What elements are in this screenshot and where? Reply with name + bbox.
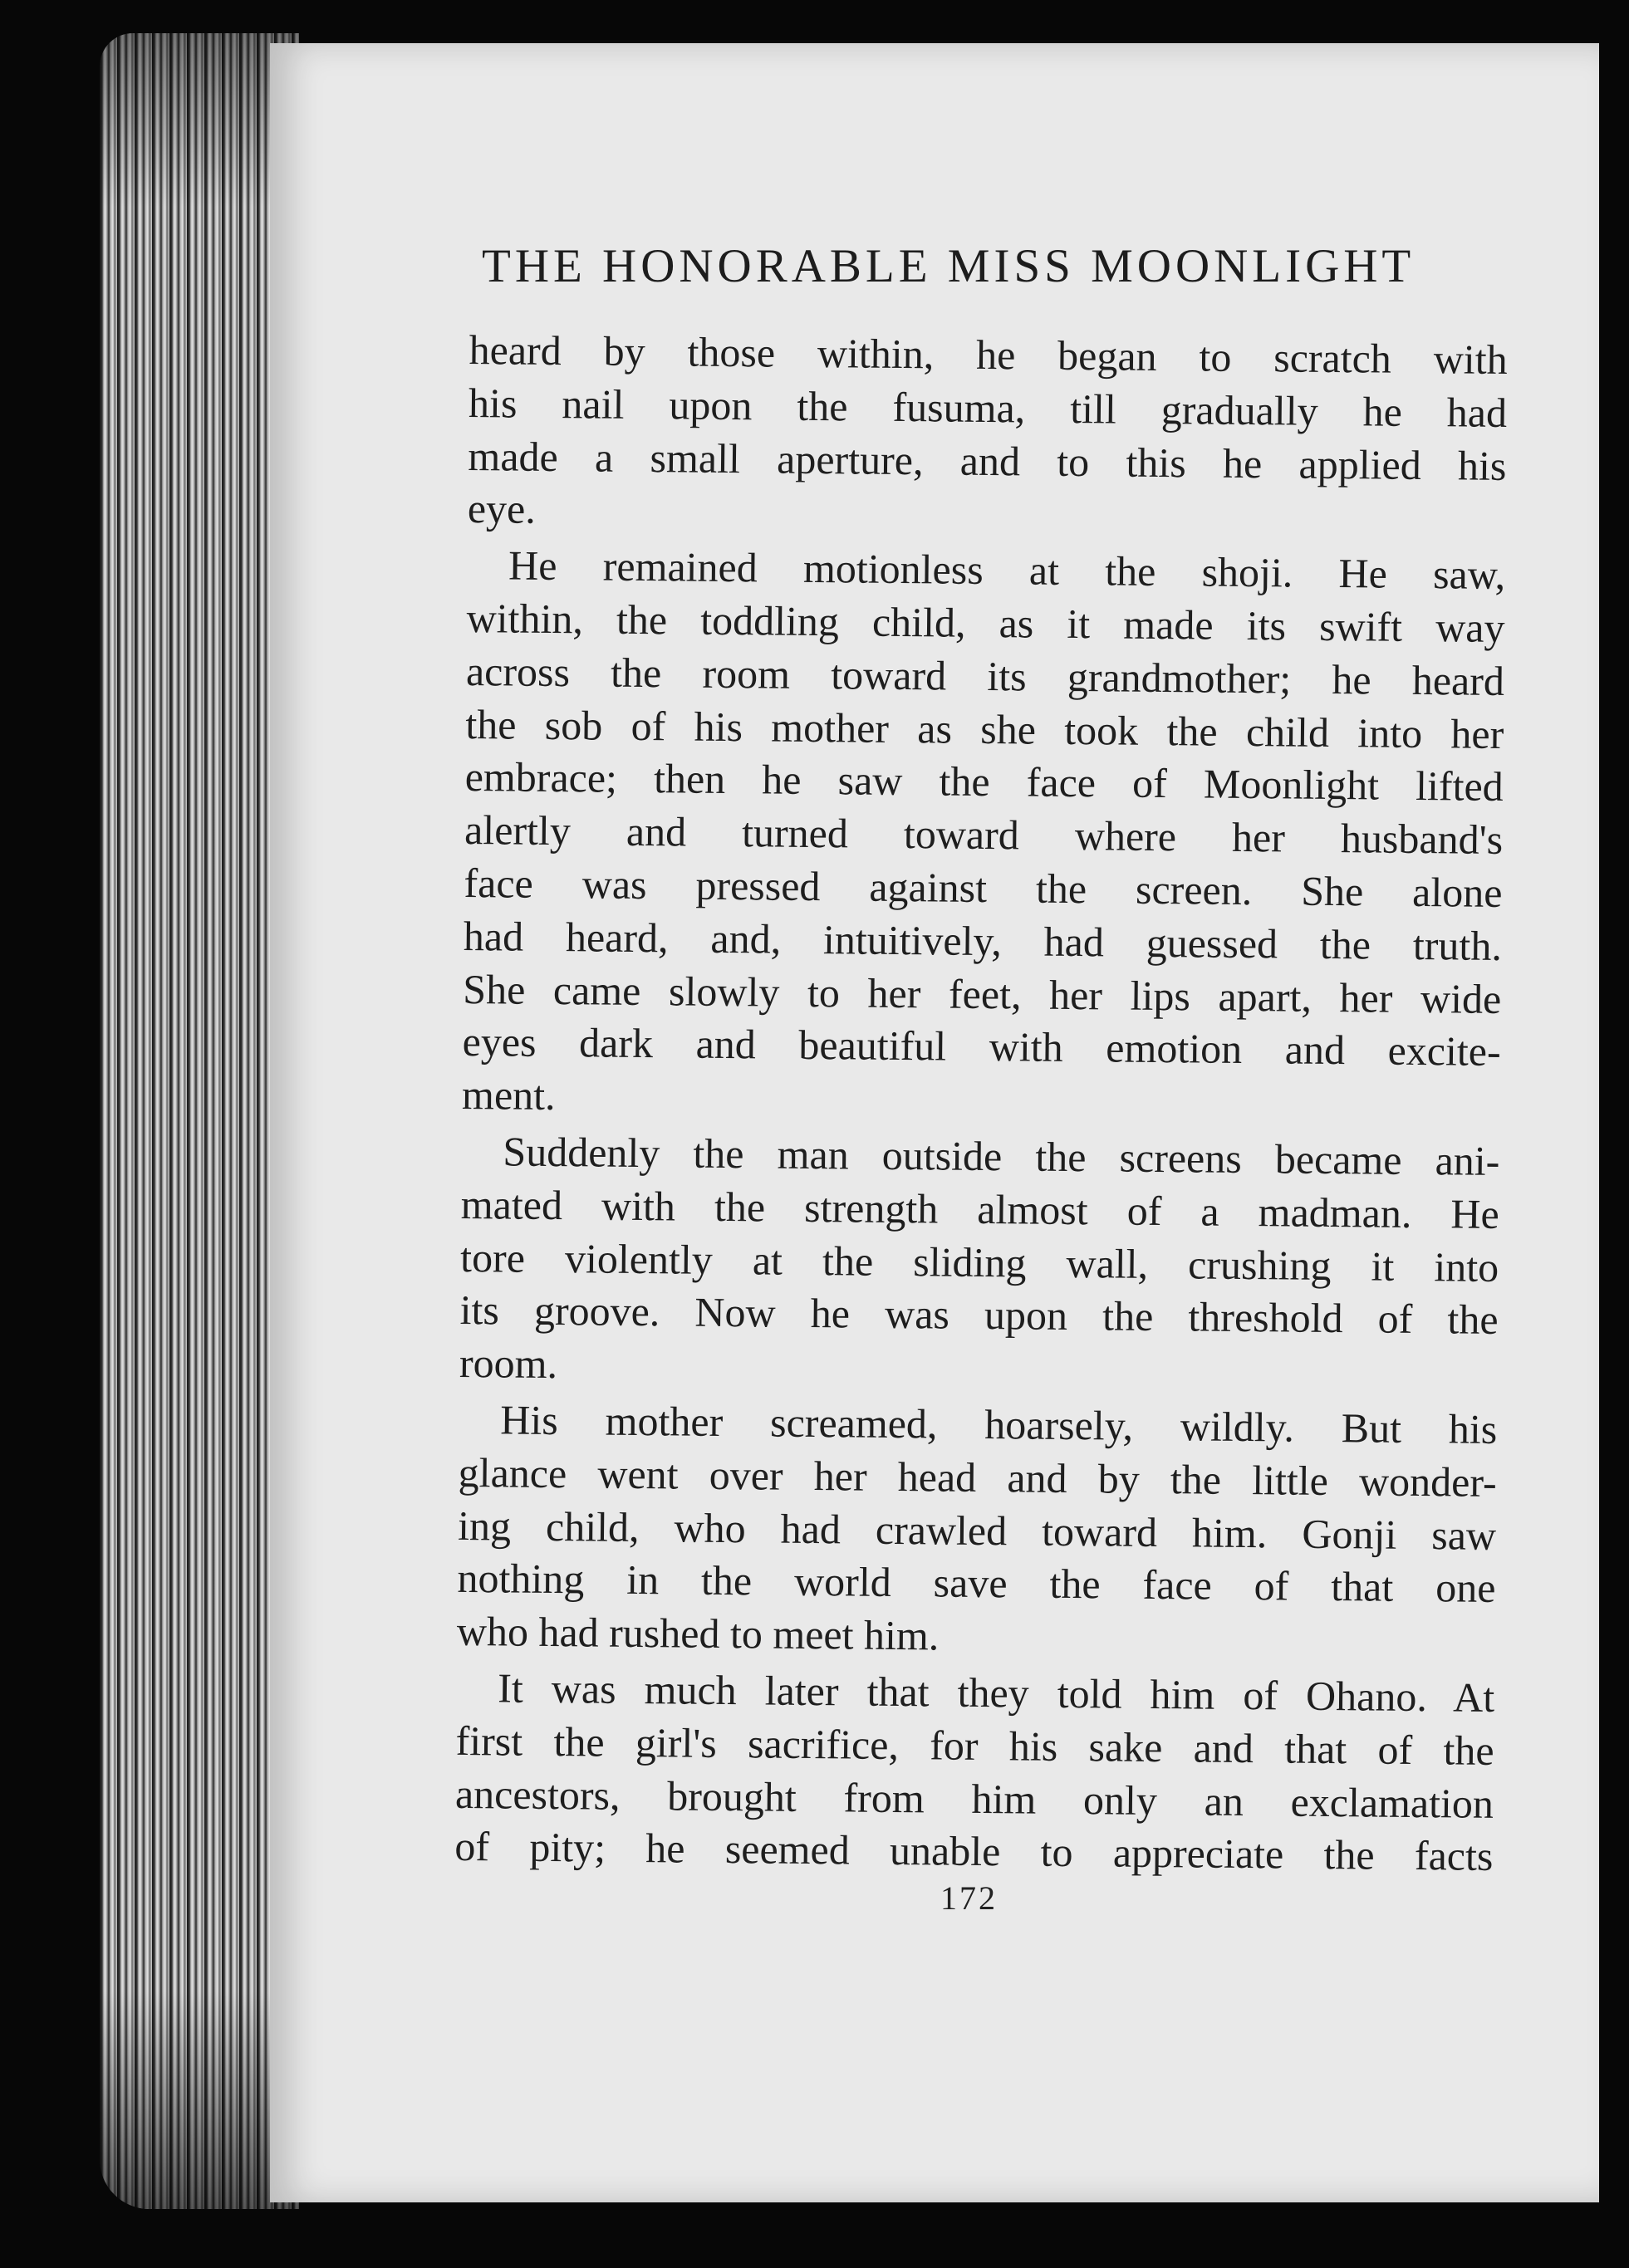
paragraph-cont: [454, 1715, 1494, 1883]
paragraph: [456, 1662, 1495, 1725]
text-line: She came slowly to her feet, her lips apart, her wide: [463, 965, 1502, 1022]
text-line: eyes dark and beautiful with emotion and excite-: [462, 1018, 1501, 1075]
text-line: tore violently at the sliding wall, crushing it into: [459, 1233, 1499, 1291]
text-line: of pity; he seemed unable to appreciate the facts: [454, 1823, 1494, 1880]
text-line: face was pressed against the screen. She alone: [464, 859, 1503, 916]
text-line: ment.: [461, 1071, 556, 1119]
paragraph-cont: [459, 1178, 1499, 1400]
text-line: first the girl's sacrifice, for his sake and that of the: [455, 1717, 1494, 1774]
paragraph-cont: [457, 1447, 1497, 1668]
paragraph: [459, 1394, 1498, 1457]
text-line: heard by those within, he began to scratch with: [469, 326, 1508, 383]
paragraph: [461, 1125, 1500, 1188]
running-head: THE HONORABLE MISS MOONLIGHT: [482, 240, 1416, 292]
text-line: who had rushed to meet him.: [456, 1608, 940, 1659]
text-line: His mother screamed, hoarsely, wildly. But his: [500, 1396, 1498, 1452]
book-page-edges: [100, 33, 299, 2209]
text-line: the sob of his mother as she took the child into her: [465, 700, 1504, 757]
text-line: He remained motionless at the shoji. He saw,: [508, 541, 1506, 599]
text-line: embrace; then he saw the face of Moonlight lifted: [464, 753, 1504, 811]
text-line: alertly and turned toward where her husband's: [464, 806, 1504, 864]
text-line: room.: [459, 1340, 558, 1388]
text-line: its groove. Now he was upon the threshold of the: [459, 1286, 1499, 1344]
text-line: glance went over her head and by the little wonder-: [458, 1448, 1497, 1506]
paragraph-cont: [462, 592, 1505, 1132]
paragraph: [468, 324, 1508, 546]
paragraph: [467, 539, 1506, 602]
text-line: It was much later that they told him of Ohano. At: [497, 1664, 1495, 1721]
text-line: Suddenly the man outside the screens became ani-: [503, 1128, 1500, 1184]
text-line: eye.: [467, 485, 537, 533]
text-line: across the room toward its grandmother; he heard: [465, 647, 1505, 704]
text-line: mated with the strength almost of a madman. He: [460, 1180, 1500, 1237]
text-line: ing child, who had crawled toward him. Gonji saw: [457, 1501, 1497, 1559]
text-line: had heard, and, intuitively, had guessed the truth.: [463, 912, 1503, 969]
body-text: [454, 324, 1508, 1887]
text-line: ancestors, brought from him only an exclamation: [454, 1770, 1494, 1827]
text-line: his nail upon the fusuma, till gradually he had: [468, 379, 1508, 436]
text-line: nothing in the world save the face of that one: [457, 1555, 1496, 1612]
page-number: 172: [940, 1879, 998, 1917]
text-line: made a small aperture, and to this he applied his: [468, 432, 1507, 489]
text-line: within, the toddling child, as it made its swift way: [466, 594, 1505, 651]
